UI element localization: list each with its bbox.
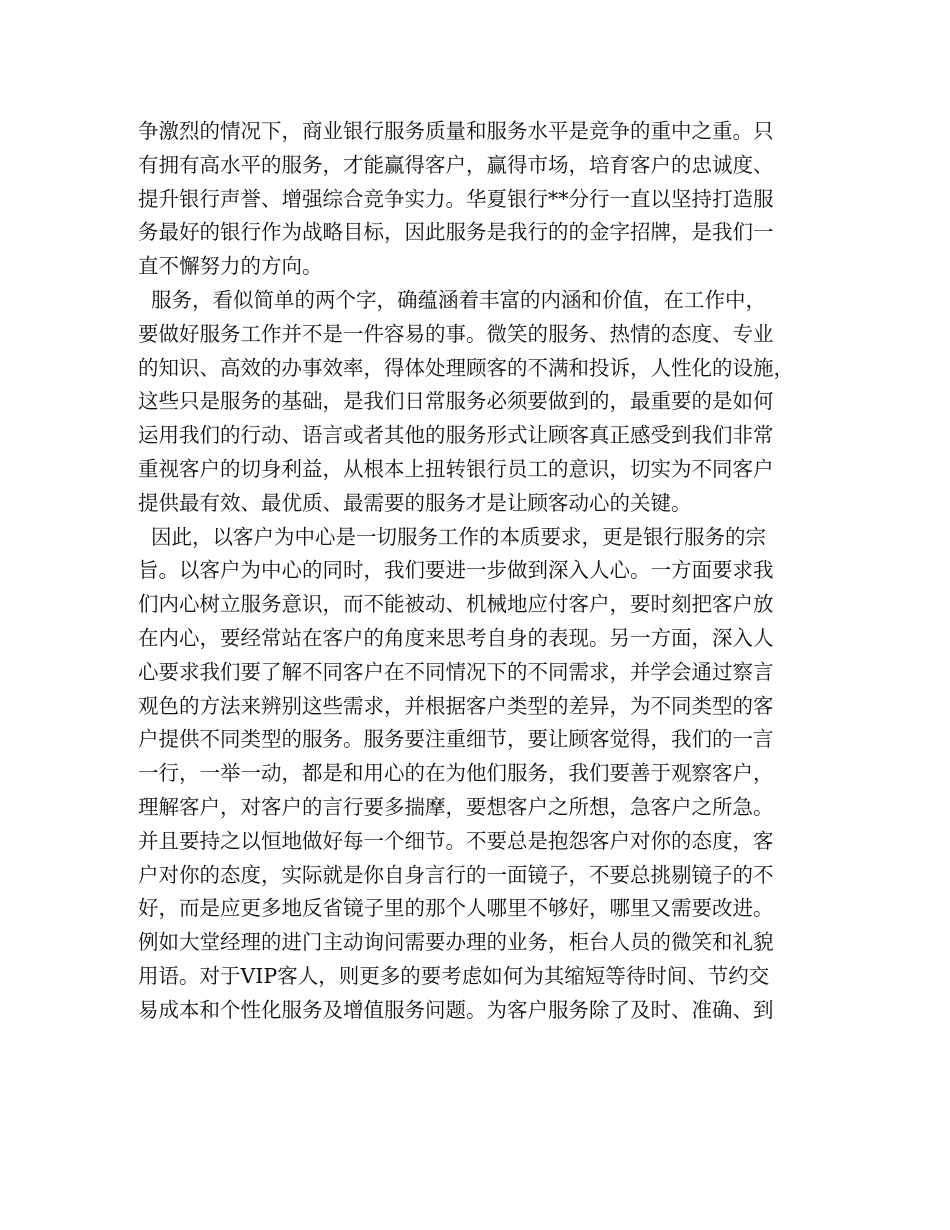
text-line: 重视客户的切身利益，从根本上扭转银行员工的意识，切实为不同客户	[138, 456, 774, 481]
text-line: 务最好的银行作为战略目标，因此服务是我行的的金字招牌，是我们一	[138, 220, 774, 245]
text-line: 因此，以客户为中心是一切服务工作的本质要求，更是银行服务的宗	[138, 524, 767, 549]
text-line: 好，而是应更多地反省镜子里的那个人哪里不够好，哪里又需要改进。	[138, 896, 774, 921]
text-line: 心要求我们要了解不同客户在不同情况下的不同需求，并学会通过察言	[138, 659, 774, 684]
text-line: 这些只是服务的基础，是我们日常服务必须要做到的，最重要的是如何	[138, 389, 774, 414]
text-line: 并且要持之以恒地做好每一个细节。不要总是抱怨客户对你的态度，客	[138, 828, 774, 853]
text-line: 要做好服务工作并不是一件容易的事。微笑的服务、热情的态度、专业	[138, 321, 774, 346]
body-text	[138, 115, 828, 1028]
text-line: 观色的方法来辨别这些需求，并根据客户类型的差异，为不同类型的客	[138, 693, 774, 718]
text-line: 提供最有效、最优质、最需要的服务才是让顾客动心的关键。	[138, 490, 692, 515]
text-line: 易成本和个性化服务及增值服务问题。为客户服务除了及时、准确、到	[138, 997, 774, 1022]
text-line: 例如大堂经理的进门主动询问需要办理的业务，柜台人员的微笑和礼貌	[138, 930, 774, 955]
text-line: 争激烈的情况下，商业银行服务质量和服务水平是竞争的重中之重。只	[138, 119, 774, 143]
text-line: 直不懈努力的方向。	[138, 254, 323, 279]
text-line: 的知识、高效的办事效率，得体处理顾客的不满和投诉，人性化的设施，	[138, 355, 794, 380]
text-line: 户对你的态度，实际就是你自身言行的一面镜子，不要总挑剔镜子的不	[138, 862, 774, 887]
text-line: 运用我们的行动、语言或者其他的服务形式让顾客真正感受到我们非常	[138, 423, 774, 448]
text-line: 在内心，要经常站在客户的角度来思考自身的表现。另一方面，深入人	[138, 625, 774, 650]
text-line: 有拥有高水平的服务，才能赢得客户，赢得市场，培育客户的忠诚度、	[138, 152, 774, 177]
text-line: 一行，一举一动，都是和用心的在为他们服务，我们要善于观察客户，	[138, 761, 774, 786]
text-line: 们内心树立服务意识，而不能被动、机械地应付客户，要时刻把客户放	[138, 592, 774, 617]
text-line: 户提供不同类型的服务。服务要注重细节，要让顾客觉得，我们的一言	[138, 727, 774, 752]
text-line: 用语。对于VIP客人，则更多的要考虑如何为其缩短等待时间、节约交	[138, 963, 770, 988]
text-line: 旨。以客户为中心的同时，我们要进一步做到深入人心。一方面要求我	[138, 558, 774, 583]
text-line: 服务，看似简单的两个字，确蕴涵着丰富的内涵和价值，在工作中，	[138, 287, 767, 312]
text-line: 提升银行声誉、增强综合竞争实力。华夏银行**分行一直以坚持打造服	[138, 186, 774, 211]
text-line: 理解客户，对客户的言行要多揣摩，要想客户之所想，急客户之所急。	[138, 794, 774, 819]
